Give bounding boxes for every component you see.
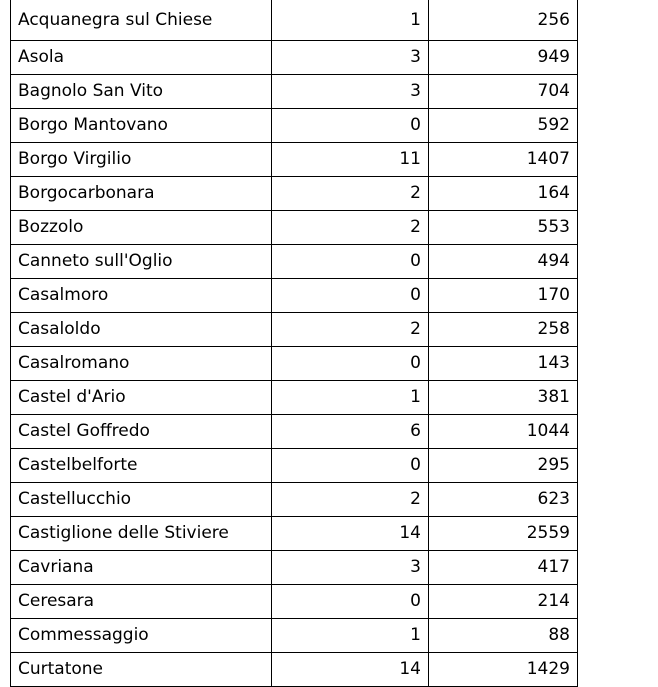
comune-cell: Borgocarbonara (11, 177, 272, 211)
value-a-cell: 2 (272, 177, 429, 211)
table-row (11, 619, 578, 653)
comune-cell: Bagnolo San Vito (11, 75, 272, 109)
value-b-cell: 592 (429, 109, 578, 143)
value-a-cell: 11 (272, 143, 429, 177)
value-b-cell: 623 (429, 483, 578, 517)
value-a-cell: 0 (272, 449, 429, 483)
comune-cell: Asola (11, 41, 272, 75)
value-b-cell: 295 (429, 449, 578, 483)
comune-cell: Acquanegra sul Chiese (11, 0, 272, 41)
table-row (11, 41, 578, 75)
table-body (11, 0, 578, 687)
data-table (10, 0, 578, 687)
value-b-cell: 1429 (429, 653, 578, 687)
value-b-cell: 88 (429, 619, 578, 653)
table-row (11, 653, 578, 687)
table-row (11, 585, 578, 619)
table-row (11, 551, 578, 585)
value-a-cell: 14 (272, 517, 429, 551)
value-b-cell: 1407 (429, 143, 578, 177)
value-a-cell: 0 (272, 347, 429, 381)
table-row (11, 177, 578, 211)
comune-cell: Casaloldo (11, 313, 272, 347)
value-a-cell: 0 (272, 585, 429, 619)
value-b-cell: 381 (429, 381, 578, 415)
value-b-cell: 2559 (429, 517, 578, 551)
value-b-cell: 170 (429, 279, 578, 313)
value-a-cell: 1 (272, 0, 429, 41)
value-b-cell: 1044 (429, 415, 578, 449)
value-a-cell: 14 (272, 653, 429, 687)
value-b-cell: 164 (429, 177, 578, 211)
value-a-cell: 2 (272, 483, 429, 517)
table-row (11, 245, 578, 279)
value-a-cell: 1 (272, 381, 429, 415)
value-a-cell: 3 (272, 551, 429, 585)
comune-cell: Casalmoro (11, 279, 272, 313)
value-b-cell: 494 (429, 245, 578, 279)
comune-cell: Canneto sull'Oglio (11, 245, 272, 279)
value-b-cell: 256 (429, 0, 578, 41)
comune-cell: Ceresara (11, 585, 272, 619)
value-b-cell: 949 (429, 41, 578, 75)
comune-cell: Cavriana (11, 551, 272, 585)
comune-cell: Castiglione delle Stiviere (11, 517, 272, 551)
table-row (11, 109, 578, 143)
comune-cell: Castelbelforte (11, 449, 272, 483)
comune-cell: Commessaggio (11, 619, 272, 653)
value-a-cell: 3 (272, 75, 429, 109)
comune-cell: Castel d'Ario (11, 381, 272, 415)
comune-cell: Castellucchio (11, 483, 272, 517)
value-a-cell: 0 (272, 109, 429, 143)
table-row (11, 279, 578, 313)
table-row (11, 347, 578, 381)
table-row (11, 449, 578, 483)
table-row (11, 313, 578, 347)
table-row (11, 415, 578, 449)
table-row (11, 75, 578, 109)
value-a-cell: 0 (272, 279, 429, 313)
value-b-cell: 704 (429, 75, 578, 109)
value-b-cell: 417 (429, 551, 578, 585)
value-a-cell: 6 (272, 415, 429, 449)
comune-cell: Borgo Virgilio (11, 143, 272, 177)
comune-cell: Casalromano (11, 347, 272, 381)
comune-cell: Bozzolo (11, 211, 272, 245)
value-a-cell: 0 (272, 245, 429, 279)
value-a-cell: 2 (272, 313, 429, 347)
value-b-cell: 553 (429, 211, 578, 245)
table-row (11, 483, 578, 517)
comune-cell: Curtatone (11, 653, 272, 687)
value-a-cell: 1 (272, 619, 429, 653)
comune-cell: Castel Goffredo (11, 415, 272, 449)
value-a-cell: 3 (272, 41, 429, 75)
table-row (11, 381, 578, 415)
value-b-cell: 258 (429, 313, 578, 347)
value-a-cell: 2 (272, 211, 429, 245)
table-row (11, 143, 578, 177)
table-row (11, 0, 578, 41)
table-row (11, 211, 578, 245)
value-b-cell: 214 (429, 585, 578, 619)
value-b-cell: 143 (429, 347, 578, 381)
table-row (11, 517, 578, 551)
comune-cell: Borgo Mantovano (11, 109, 272, 143)
